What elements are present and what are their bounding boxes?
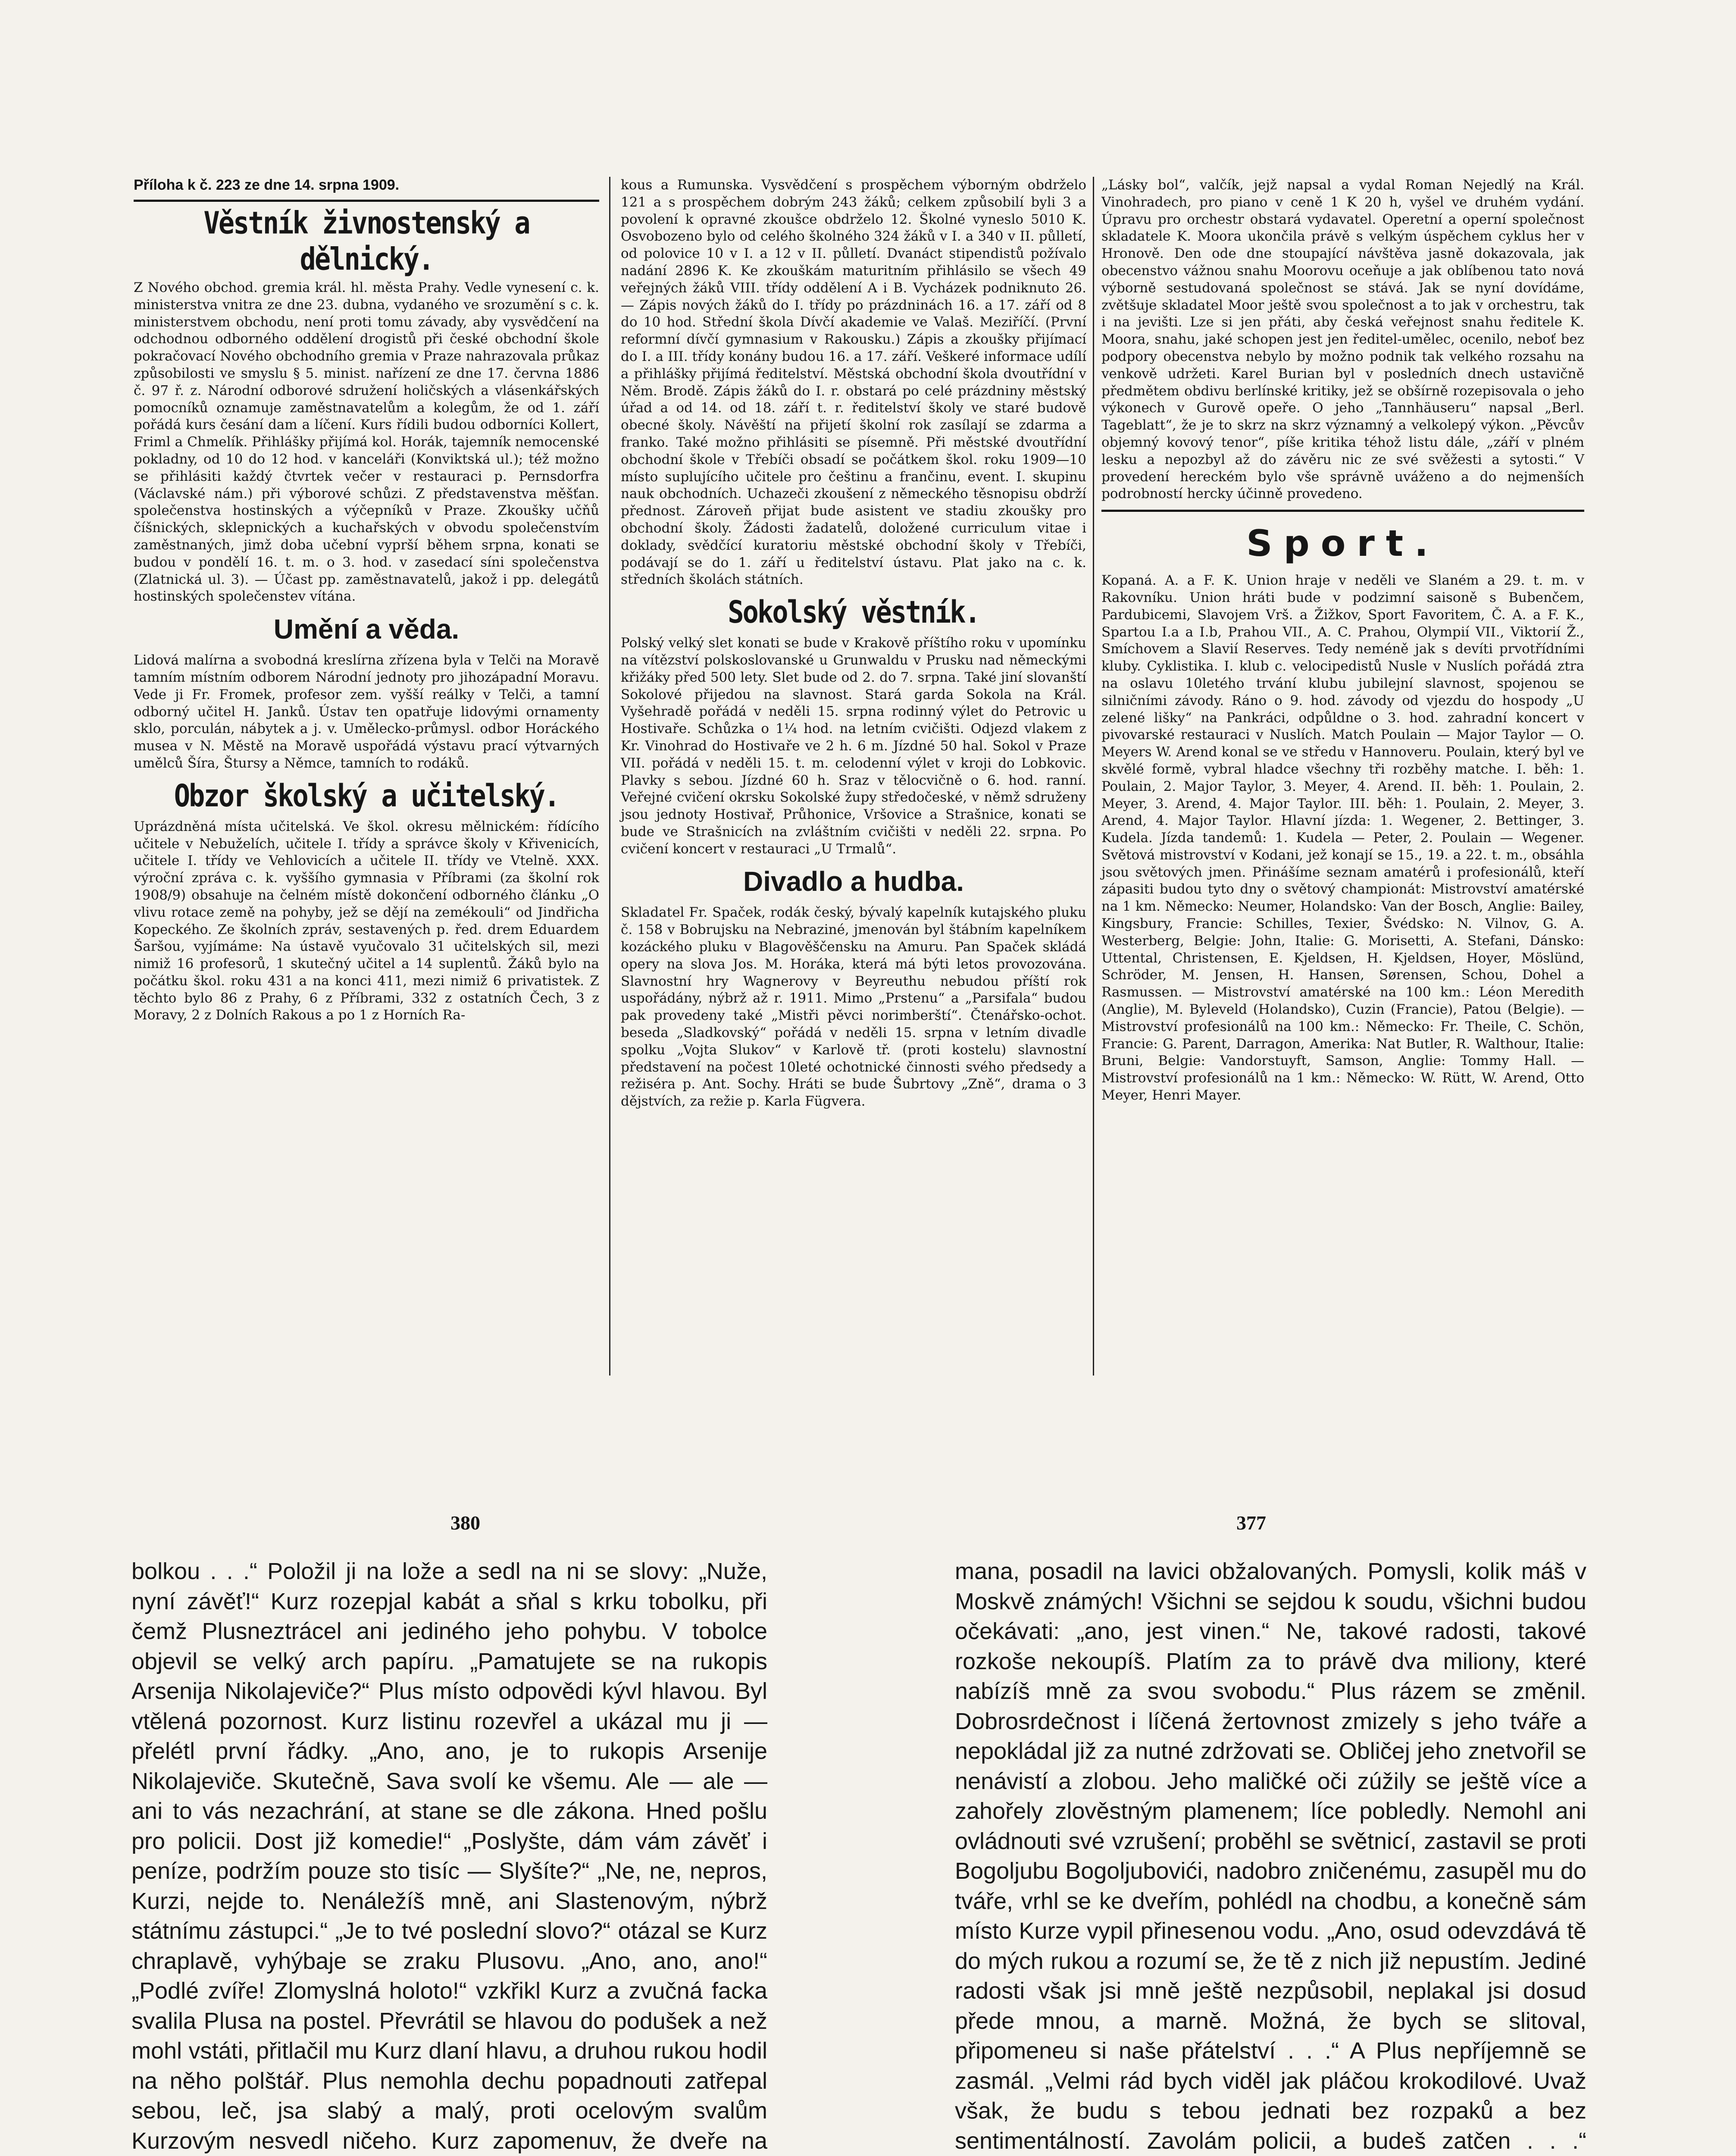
divider-rule <box>1101 510 1584 512</box>
section-text-music: „Lásky bol“, valčík, jejž napsal a vydal Roman Nejedlý na Král. Vinohradech, pro piano v ceně 1 K 20 h, vyšel ve druhém vydání. Úpravu pro orchestr obstará vydavatel. Operetní a operní společnost skladatele K. Moora ukončila právě s velkým úspěchem cyklus her v Hronově. Den ode dne stoupající návštěva jasně dokazovala, jak obecenstvo vážnou snahu Moorovu oceňuje a jak oblíbenou tato nová výborně sestudovaná společnost se stává. Jak se nyní dovídáme, zvětšuje skladatel Moor ještě svou společnost a to jak v orchestru, tak i na jevišti. Lze si jen přáti, aby česká veřejnost snahu ředitele K. Moora, snahu, jaké schopen jest jen ředitel-umělec, ocenilo, neboť bez podpory obecenstva nebylo by možno podnik tak velkého rozsahu na venkově udržeti. Karel Burian byl v posledních dnech ustavičně předmětem obdivu berlínské kritiky, jež se obšírně rozepisovala o jeho výkonech v Gurově opeře. O jeho „Tannhäuseru“ napsal „Berl. Tageblatt“, že je to skrz na skrz významný a velkolepý výkon. „Pěvcův objemný kovový tenor“, píše kritika téhož listu dále, „září v plném lesku a nepozbyl až do závěru nic ze své svěžesti a sytosti.“ V provedení hereckém bylo vše správně uváženo a do nejmenších podrobností hercky účinně provedeno. <box>1101 177 1584 502</box>
newspaper-column-2 <box>621 177 1086 1110</box>
column-divider <box>609 177 610 1376</box>
section-title-art: Umění a věda. <box>273 614 460 645</box>
section-text-sokol: Polský velký slet konati se bude v Krakově příštího roku v upomínku na vítězství polskoslovanské u Grunwaldu v Prusku nad německými křižáky před 500 lety. Slet bude od 2. do 7. srpna. Také jiní slovanští Sokolové přijedou na slavnost. Stará garda Sokola na Král. Vyšehradě pořádá v neděli 15. srpna rodinný výlet do Petrovic u Hostivaře. Schůzka o 1¼ hod. na letním cvičišti. Odjezd vlakem z Kr. Vinohrad do Hostivaře ve 2 h. 6 m. Jízdné 50 hal. Sokol v Praze VII. pořádá v neděli 15. t. m. celodenní výlet v kroji do Lobkovic. Plavky s sebou. Jízdné 60 h. Sraz v tělocvičně o 6. hod. ranní. Veřejné cvičení okrsku Sokolské župy středočeské, v němž sdruženy jsou jednoty Hostivař, Průhonice, Vršovice a Strašnice, konati se bude ve Strašnicích na zvláštním cvičišti v neděli 22. srpna. Po cvičení koncert v restauraci „U Trmalů“. <box>621 635 1086 857</box>
section-text-sport: Kopaná. A. a F. K. Union hraje v neděli ve Slaném a 29. t. m. v Rakovníku. Union hráti bude v podzimní saisoně s Bubenčem, Pardubicemi, Slavojem Vrš. a Žižkov, Sport Favoritem, Č. A. a F. K., Spartou I.a a I.b, Prahou VII., A. C. Prahou, Olympií VII., Viktorií Ž., Smíchovem a Slavií Reserves. Tedy neméně jak s devíti prvotřídními kluby. Cyklistika. I. klub c. velocipedistů Nusle v Nuslích pořádá ztra na oslavu 10letého trvání klubu jubilejní slavnost, spojenou se silničními závody. Ráno o 9. hod. závody od vjezdu do hospody „U zelené lišky“ na Pankráci, odpůldne o 3. hod. zahradní koncert v pivovarské restauraci v Nuslích. Match Poulain — Major Taylor — O. Meyers W. Arend konal se ve středu v Hannoveru. Poulain, který byl ve skvělé formě, vybral hladce všechny tři rozběhy matche. I. běh: 1. Poulain, 2. Major Taylor, 3. Meyer, 4. Arend. II. běh: 1. Poulain, 2. Meyer, 3. Arend, 4. Major Taylor. III. běh: 1. Poulain, 2. Meyer, 3. Arend, 4. Major Taylor. Hlavní jízda: 1. Wegener, 2. Bettinger, 3. Kudela. Jízda tandemů: 1. Kudela — Peter, 2. Poulain — Wegener. Světová mistrovství v Kodani, jež konají se 15., 19. a 22. t. m., obsáhla jsou světových jmen. Přinášíme seznam amatérů i profesionálů, kteří zápasiti budou tyto dny o světový championát: Mistrovství amatérské na 1 km. Německo: Neumer, Holandsko: Van der Bosch, Anglie: Bailey, Kingsbury, Francie: Schilles, Texier, Švédsko: N. Vilnov, G. A. Westerberg, Belgie: John, Italie: G. Morisetti, A. Stefani, Dánsko: Uttental, Christensen, E. Kjeldsen, H. Kjeldsen, Hoyer, Möslünd, Schröder, M. Jensen, H. Hansen, Sørensen, Schou, Dohel a Rasmussen. — Mistrovství amatérské na 100 km.: Léon Meredith (Anglie), M. Byleveld (Holandsko), Cuzin (Francie), Patou (Belgie). — Mistrovství profesionálů na 100 km.: Německo: Fr. Theile, C. Schön, Francie: G. Parent, Darragon, Amerika: Nat Butler, R. Walthour, Italie: Bruni, Belgie: Vandorstuyft, Samson, Anglie: Tommy Hall. — Mistrovství profesionálů na 1 km.: Německo: W. Rütt, W. Arend, Otto Meyer, Henri Mayer. <box>1101 573 1584 1103</box>
book-column-right <box>955 1557 1586 2156</box>
newspaper-column-1 <box>134 177 599 1024</box>
book-text-left: bolkou . . .“ Položil ji na lože a sedl na ni se slovy: „Nuže, nyní závěť!“ Kurz rozepjal kabát a sňal s krku tobolku, při čemž Plusneztrácel ani jediného jeho pohybu. V tobolce objevil se velký arch papíru. „Pamatujete se na rukopis Arsenija Nikolajeviče?“ Plus místo odpovědi kývl hlavou. Byl vtělená pozornost. Kurz listinu rozevřel a ukázal mu ji — přelétl první řádky. „Ano, ano, je to rukopis Arsenije Nikolajeviče. Skutečně, Sava svolí ke všemu. Ale — ale — ani to vás nezachrání, at stane se dle zákona. Hned pošlu pro policii. Dost již komedie!“ „Poslyšte, dám vám závěť i peníze, podržím pouze sto tisíc — Slyšíte?“ „Ne, ne, nepros, Kurzi, nejde to. Nenáležíš mně, ani Slastenovým, nýbrž státnímu zástupci.“ „Je to tvé poslední slovo?“ otázal se Kurz chraplavě, vyhýbaje se zraku Plusovu. „Ano, ano, ano!“ „Podlé zvíře! Zlomyslná holoto!“ vzkřikl Kurz a zvučná facka svalila Plusa na postel. Převrátil se hlavou do podušek a než mohl vstáti, přitlačil mu Kurz dlaní hlavu, a druhou rukou hodil na něho polštář. Plus nemohla dechu popadnouti zatřepal sebou, leč, jsa slabý a malý, proti ocelovým svalům Kurzovým nesvedl ničeho. Kurz zapomenuv, že dveře na <box>131 1558 767 2154</box>
section-title-trade: Věstník živnostenský a dělnický. <box>203 205 529 277</box>
newspaper-column-3 <box>1101 177 1584 1104</box>
book-column-left <box>131 1557 767 2156</box>
column-divider <box>1093 177 1094 1376</box>
section-title-theatre: Divadlo a hudba. <box>743 866 964 897</box>
page-number-left: 380 <box>450 1512 480 1534</box>
section-text-school-cont: kous a Rumunska. Vysvědčení s prospěchem výborným obdrželo 121 a s prospěchem dobrým 243 žáků; celkem způsobilí byli 3 a povolení k opravné zkoušce obdrželo 12. Školné vyneslo 5010 K. Osvobozeno bylo od celého školného 324 žáků v I. a 340 v II. půlletí, od polovice 10 v I. a 12 v II. půlletí. Dvanáct stipendistů požívalo nadání 2896 K. Ke zkouškám maturitním přihlásilo se všech 49 veřejných žáků VIII. třídy oddělení A i B. Vycházek podniknuto 26. — Zápis nových žáků do I. třídy po prázdninách 16. a 17. září od 8 do 10 hod. Střední škola Dívčí akademie ve Valaš. Meziříčí. (První reformní dívčí gymnasium v Rakousku.) Zápis a zkoušky přijímací do I. a III. třídy konány budou 16. a 17. září. Veškeré informace udílí a přihlášky přijímá ředitelství. Městská obchodní škola dvoutřídní v Něm. Brodě. Zápis žáků do I. r. obstará po celé prázdniny městský úřad a od 14. od 18. září t. r. ředitelství školy ve staré budově obecné školy. Návěští na přijetí školní rok zasílají se zdarma a franko. Také možno přihlásiti se písemně. Při městské dvoutřídní obchodní škole v Třebíči obsadí se počátkem škol. roku 1909—10 místo suplujícího učitele pro češtinu a frančinu, event. I. skupinu nauk obchodních. Uchazeči zkoušení z německého těsnopisu obdrží přednost. Zároveň přijat bude asistent ve stadiu zkoušky pro obchodní školy. Žádosti žadatelů, doložené curriculum vitae i doklady, svědčící kuratoriu městské obchodní školy v Třebíči, podávají se do 1. září u ředitelství ústavu. Plat jako na c. k. středních školách státních. <box>621 177 1086 588</box>
section-title-school: Obzor školský a učitelský. <box>174 777 559 814</box>
section-text-theatre: Skladatel Fr. Spaček, rodák český, bývalý kapelník kutajského pluku č. 158 v Bobrujsku na Nebraziné, jmenován byl štábním kapelníkem kozáckého pluku v Blagověščensku na Amuru. Pan Spaček skládá opery na slova Jos. M. Horáka, která má býti letos provozována. Slavnostní hry Wagnerovy v Beyreuthu nebudou příští rok uspořádány, nýbrž až r. 1911. Mimo „Prstenu“ a „Parsifala“ budou pak provedeny také „Mistři pěvci norimberští“. Čtenářsko-ochot. beseda „Sladkovský“ pořádá v neděli 15. srpna v letním divadle spolku „Vojta Slukov“ v Karlově tř. (proti kostelu) slavnostní představení na počest 10leté ochotnické činnosti svého předsedy a režiséra p. Ant. Sochy. Hráti se bude Šubrtovy „Zně“, drama o 3 dějstvích, za režie p. Karla Fügvera. <box>621 905 1086 1109</box>
newspaper-header: Příloha k č. 223 ze dne 14. srpna 1909. <box>134 177 599 202</box>
section-text-art: Lidová malírna a svobodná kreslírna zřízena byla v Telči na Moravě tamním místním odborem Národní jednoty pro jihozápadní Moravu. Vede ji Fr. Fromek, profesor zem. vyšší reálky v Telči, a tamní odborný učitel H. Janků. Ústav ten opatřuje lidovými ornamenty sklo, porculán, nábytek a j. v. Umělecko-průmysl. odbor Horáckého musea v N. Městě na Moravě uspořádá výstavu prací výtvarných umělců Šíra, Štursy a Němce, tamních to rodáků. <box>134 652 599 771</box>
section-text-trade: Z Nového obchod. gremia král. hl. města Prahy. Vedle vynesení c. k. ministerstva vnitra ze dne 23. dubna, vydaného ve srozumění s c. k. ministerstvem obchodu, není proti tomu závady, aby vysvědčení na odchodnou odborného oddělení drogistů při české obchodní škole pokračovací Nového obchodního gremia v Praze nahrazovala průkaz způsobilosti ve smyslu § 5. minist. nařízení ze dne 17. června 1886 č. 97 ř. z. Národní odborové sdružení holičských a vlásenkářských pomocníků oznamuje zaměstnavatelům a kolegům, že od 1. září pořádá kurs česání dam a líčení. Kurs řídili budou odborníci Kollert, Friml a Chmelík. Přihlášky přijímá kol. Horák, tajemník nemocenské pokladny, od 10 do 12 hod. v kanceláři (Konviktská ul.); též možno se přihlásiti každý čtvrtek večer v restauraci p. Pernsdorfra (Václavské nám.) při výborové schůzi. Z představenstva měšťan. společenstva hostinských a výčepníků v Praze. Zkoušky učňů číšnických, sklepnických a kuchařských v obvodu společenstvím zaměstnaných, jimž doba učební vyprší během srpna, konati se budou v pondělí 16. t. m. o 3. hod. v zasedací síni společenstva (Zlatnická ul. 3). — Účast pp. zaměstnavatelů, jakož i pp. delegátů hostinských společenstev vítána. <box>134 280 599 605</box>
section-title-sokol: Sokolský věstník. <box>728 594 979 630</box>
page-number-right: 377 <box>1236 1512 1266 1534</box>
section-title-sport: Sport. <box>1246 522 1439 565</box>
book-text-right: mana, posadil na lavici obžalovaných. Pomysli, kolik máš v Moskvě známých! Všichni se sejdou k soudu, všichni budou očekávati: „ano, jest vinen.“ Ne, takové radosti, takové rozkoše nekoupíš. Platím za to právě dva miliony, které nabízíš mně za svou svobodu.“ Plus rázem se změnil. Dobrosrdečnost i líčená žertovnost zmizely s jeho tváře a nepokládal již za nutné zdržovati se. Obličej jeho znetvořil se nenávistí a zlobou. Jeho maličké oči zúžily se ještě více a zahořely zlověstným plamenem; líce pobledly. Nemohl ani ovládnouti své vzrušení; proběhl se světnicí, zastavil se proti Bogoljubu Bogoljubovići, nadobro zničenému, zasupěl mu do tváře, vrhl se ke dveřím, pohlédl na chodbu, a konečně sám místo Kurze vypil přinesenou vodu. „Ano, osud odevzdává tě do mých rukou a rozumí se, že tě z nich již nepustím. Jediné radosti však jsi mně ještě nezpůsobil, neplakal jsi dosud přede mnou, a marně. Možná, že bych se slitoval, připomeneu si naše přátelství . . .“ A Plus nepříjemně se zasmál. „Velmi rád bych viděl jak pláčou krokodilové. Uvaž však, že budu s tebou jednati bez rozpaků a bez sentimentálností. Zavolám policii, a budeš zatčen . . .“ <box>955 1558 1586 2154</box>
section-text-school: Uprázdněná místa učitelská. Ve škol. okresu mělnickém: řídícího učitele v Nebuželích, učitele I. třídy a správce školy v Křivenicích, učitele I. třídy ve Vehlovicích a učitele II. třídy ve Vtelně. XXX. výroční zpráva c. k. vyššího gymnasia v Příbrami (za školní rok 1908/9) obsahuje na čelném místě dokončení odborného článku „O vlivu rotace země na pohyby, jež se dějí na zemékouli“ od Jindřicha Kopeckého. Ze školních zpráv, sestavených p. řed. drem Eduardem Šaršou, vyjímáme: Na ústavě vyučovalo 31 učitelských sil, mezi nimiž 16 profesorů, 1 skutečný učitel a 14 suplentů. Žáků bylo na počátku škol. roku 431 a na konci 411, mezi nimiž 6 privatistek. Z těchto bylo 86 z Prahy, 6 z Příbrami, 332 z ostatních Čech, 3 z Moravy, 2 z Dolních Rakous a po 1 z Horních Ra- <box>134 818 599 1023</box>
